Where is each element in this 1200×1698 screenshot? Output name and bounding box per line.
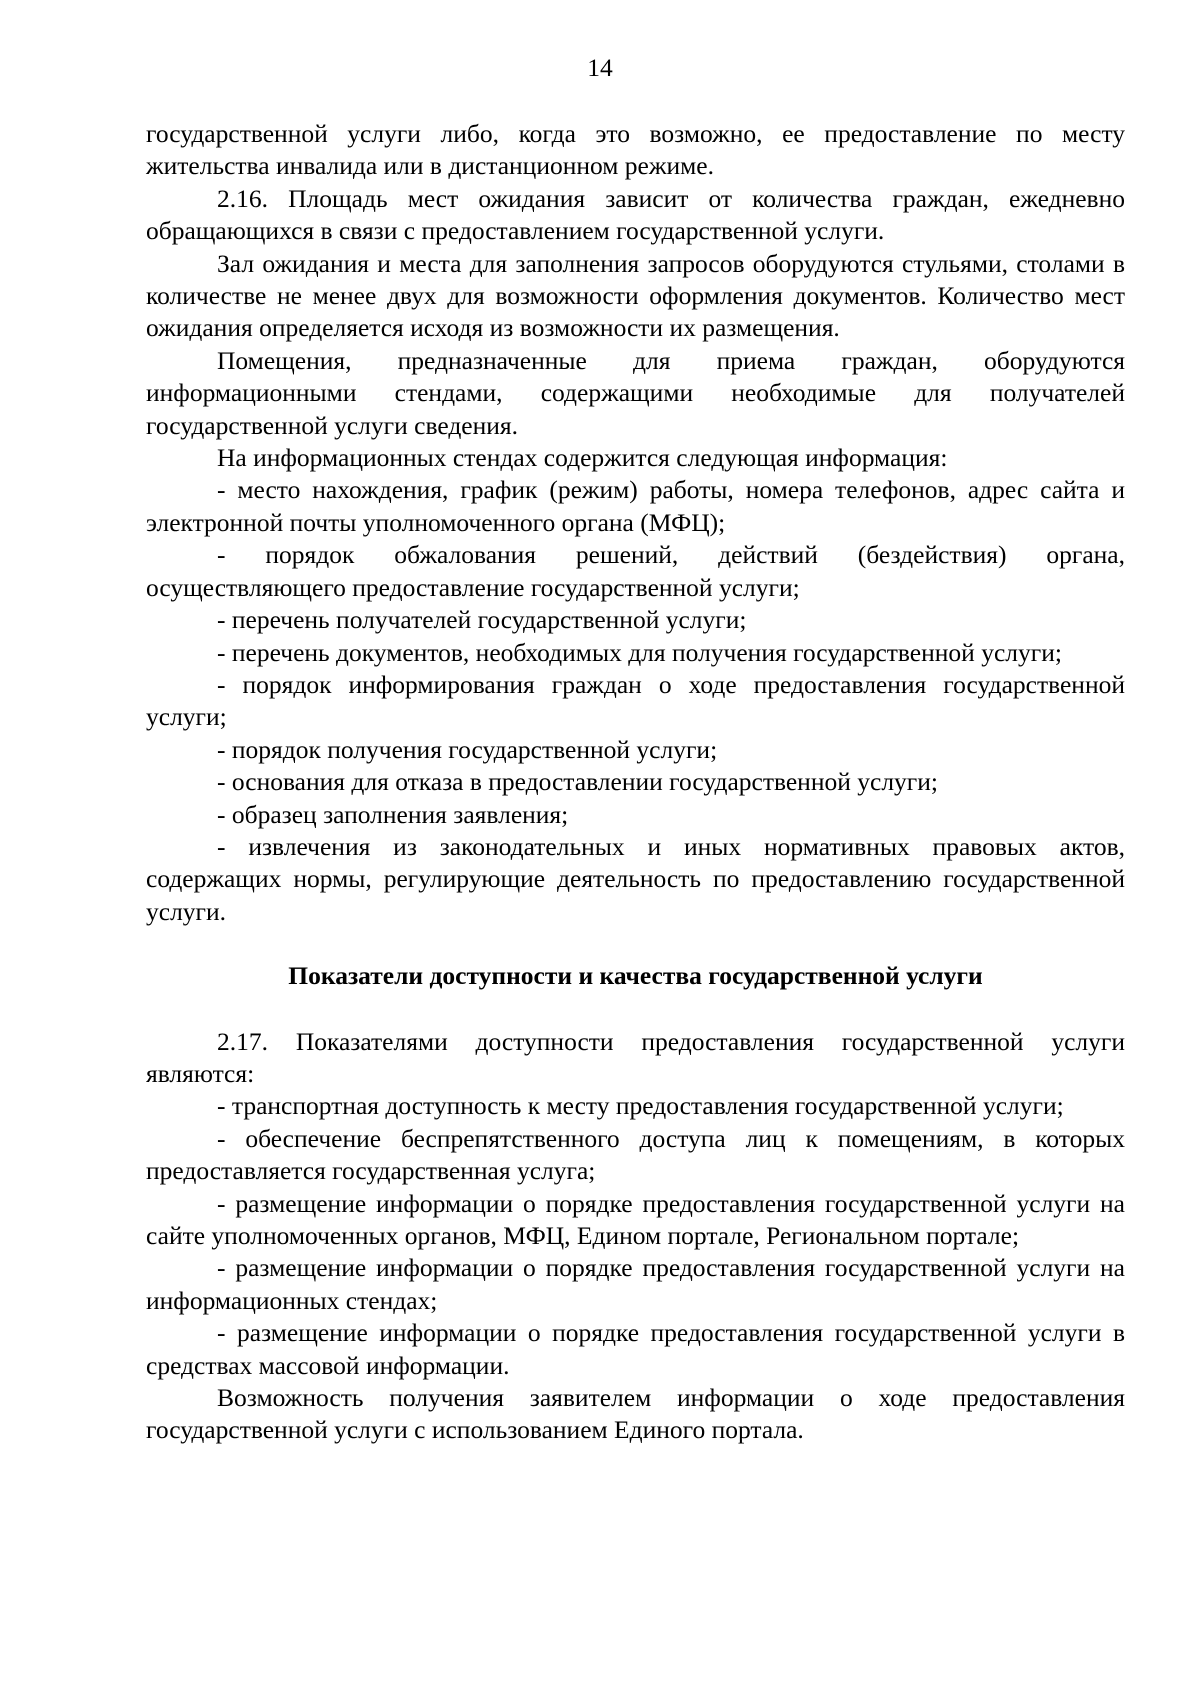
page-number: 14 bbox=[587, 53, 613, 82]
list-item: - размещение информации о порядке предоставления государственной услуги на информационных стендах; bbox=[146, 1253, 1125, 1315]
list-item: - размещение информации о порядке предоставления государственной услуги в средствах массовой информации. bbox=[146, 1318, 1125, 1380]
list-item: - образец заполнения заявления; bbox=[217, 799, 569, 829]
list-item: - размещение информации о порядке предоставления государственной услуги на сайте уполномоченных органов, МФЦ, Едином портале, Региональном портале; bbox=[146, 1188, 1125, 1250]
paragraph-waiting-hall: Зал ожидания и места для заполнения запросов оборудуются стульями, столами в количестве не менее двух для возможности оформления документов. Количество мест ожидания определяется исходя из возможности их размещения. bbox=[146, 248, 1125, 343]
paragraph-2-16: 2.16. Площадь мест ожидания зависит от количества граждан, ежедневно обращающихся в связи с предоставлением государственной услуги. bbox=[146, 183, 1125, 246]
list-item: - основания для отказа в предоставлении государственной услуги; bbox=[217, 767, 938, 797]
list-item: - извлечения из законодательных и иных нормативных правовых актов, содержащих нормы, регулирующие деятельность по предоставлению государственной услуги. bbox=[146, 831, 1125, 926]
document-body bbox=[146, 118, 1125, 1447]
list-item: - место нахождения, график (режим) работы, номера телефонов, адрес сайта и электронной почты уполномоченного органа (МФЦ); bbox=[146, 475, 1125, 537]
list-item: - порядок обжалования решений, действий (бездействия) органа, осуществляющего предоставление государственной услуги; bbox=[146, 540, 1125, 602]
list-item: - обеспечение беспрепятственного доступа лиц к помещениям, в которых предоставляется государственная услуга; bbox=[146, 1123, 1125, 1186]
spacer bbox=[146, 993, 1125, 1026]
paragraph-stands-intro: На информационных стендах содержится следующая информация: bbox=[217, 443, 948, 473]
list-item: - перечень документов, необходимых для получения государственной услуги; bbox=[217, 637, 1062, 667]
section-heading: Показатели доступности и качества государственной услуги bbox=[288, 961, 983, 991]
list-item: - перечень получателей государственной услуги; bbox=[217, 605, 747, 635]
list-item: - порядок информирования граждан о ходе предоставления государственной услуги; bbox=[146, 669, 1125, 732]
paragraph-continuation: государственной услуги либо, когда это возможно, ее предоставление по месту жительства инвалида или в дистанционном режиме. bbox=[146, 119, 1125, 181]
list-item: - порядок получения государственной услуги; bbox=[217, 734, 718, 764]
paragraph-portal-info: Возможность получения заявителем информации о ходе предоставления государственной услуги с использованием Единого портала. bbox=[146, 1383, 1125, 1445]
list-item: - транспортная доступность к месту предоставления государственной услуги; bbox=[217, 1091, 1064, 1121]
paragraph-premises: Помещения, предназначенные для приема граждан, оборудуются информационными стендами, содержащими необходимые для получателей государственной услуги сведения. bbox=[146, 345, 1125, 440]
spacer bbox=[146, 928, 1125, 960]
paragraph-2-17: 2.17. Показателями доступности предоставления государственной услуги являются: bbox=[146, 1026, 1125, 1088]
